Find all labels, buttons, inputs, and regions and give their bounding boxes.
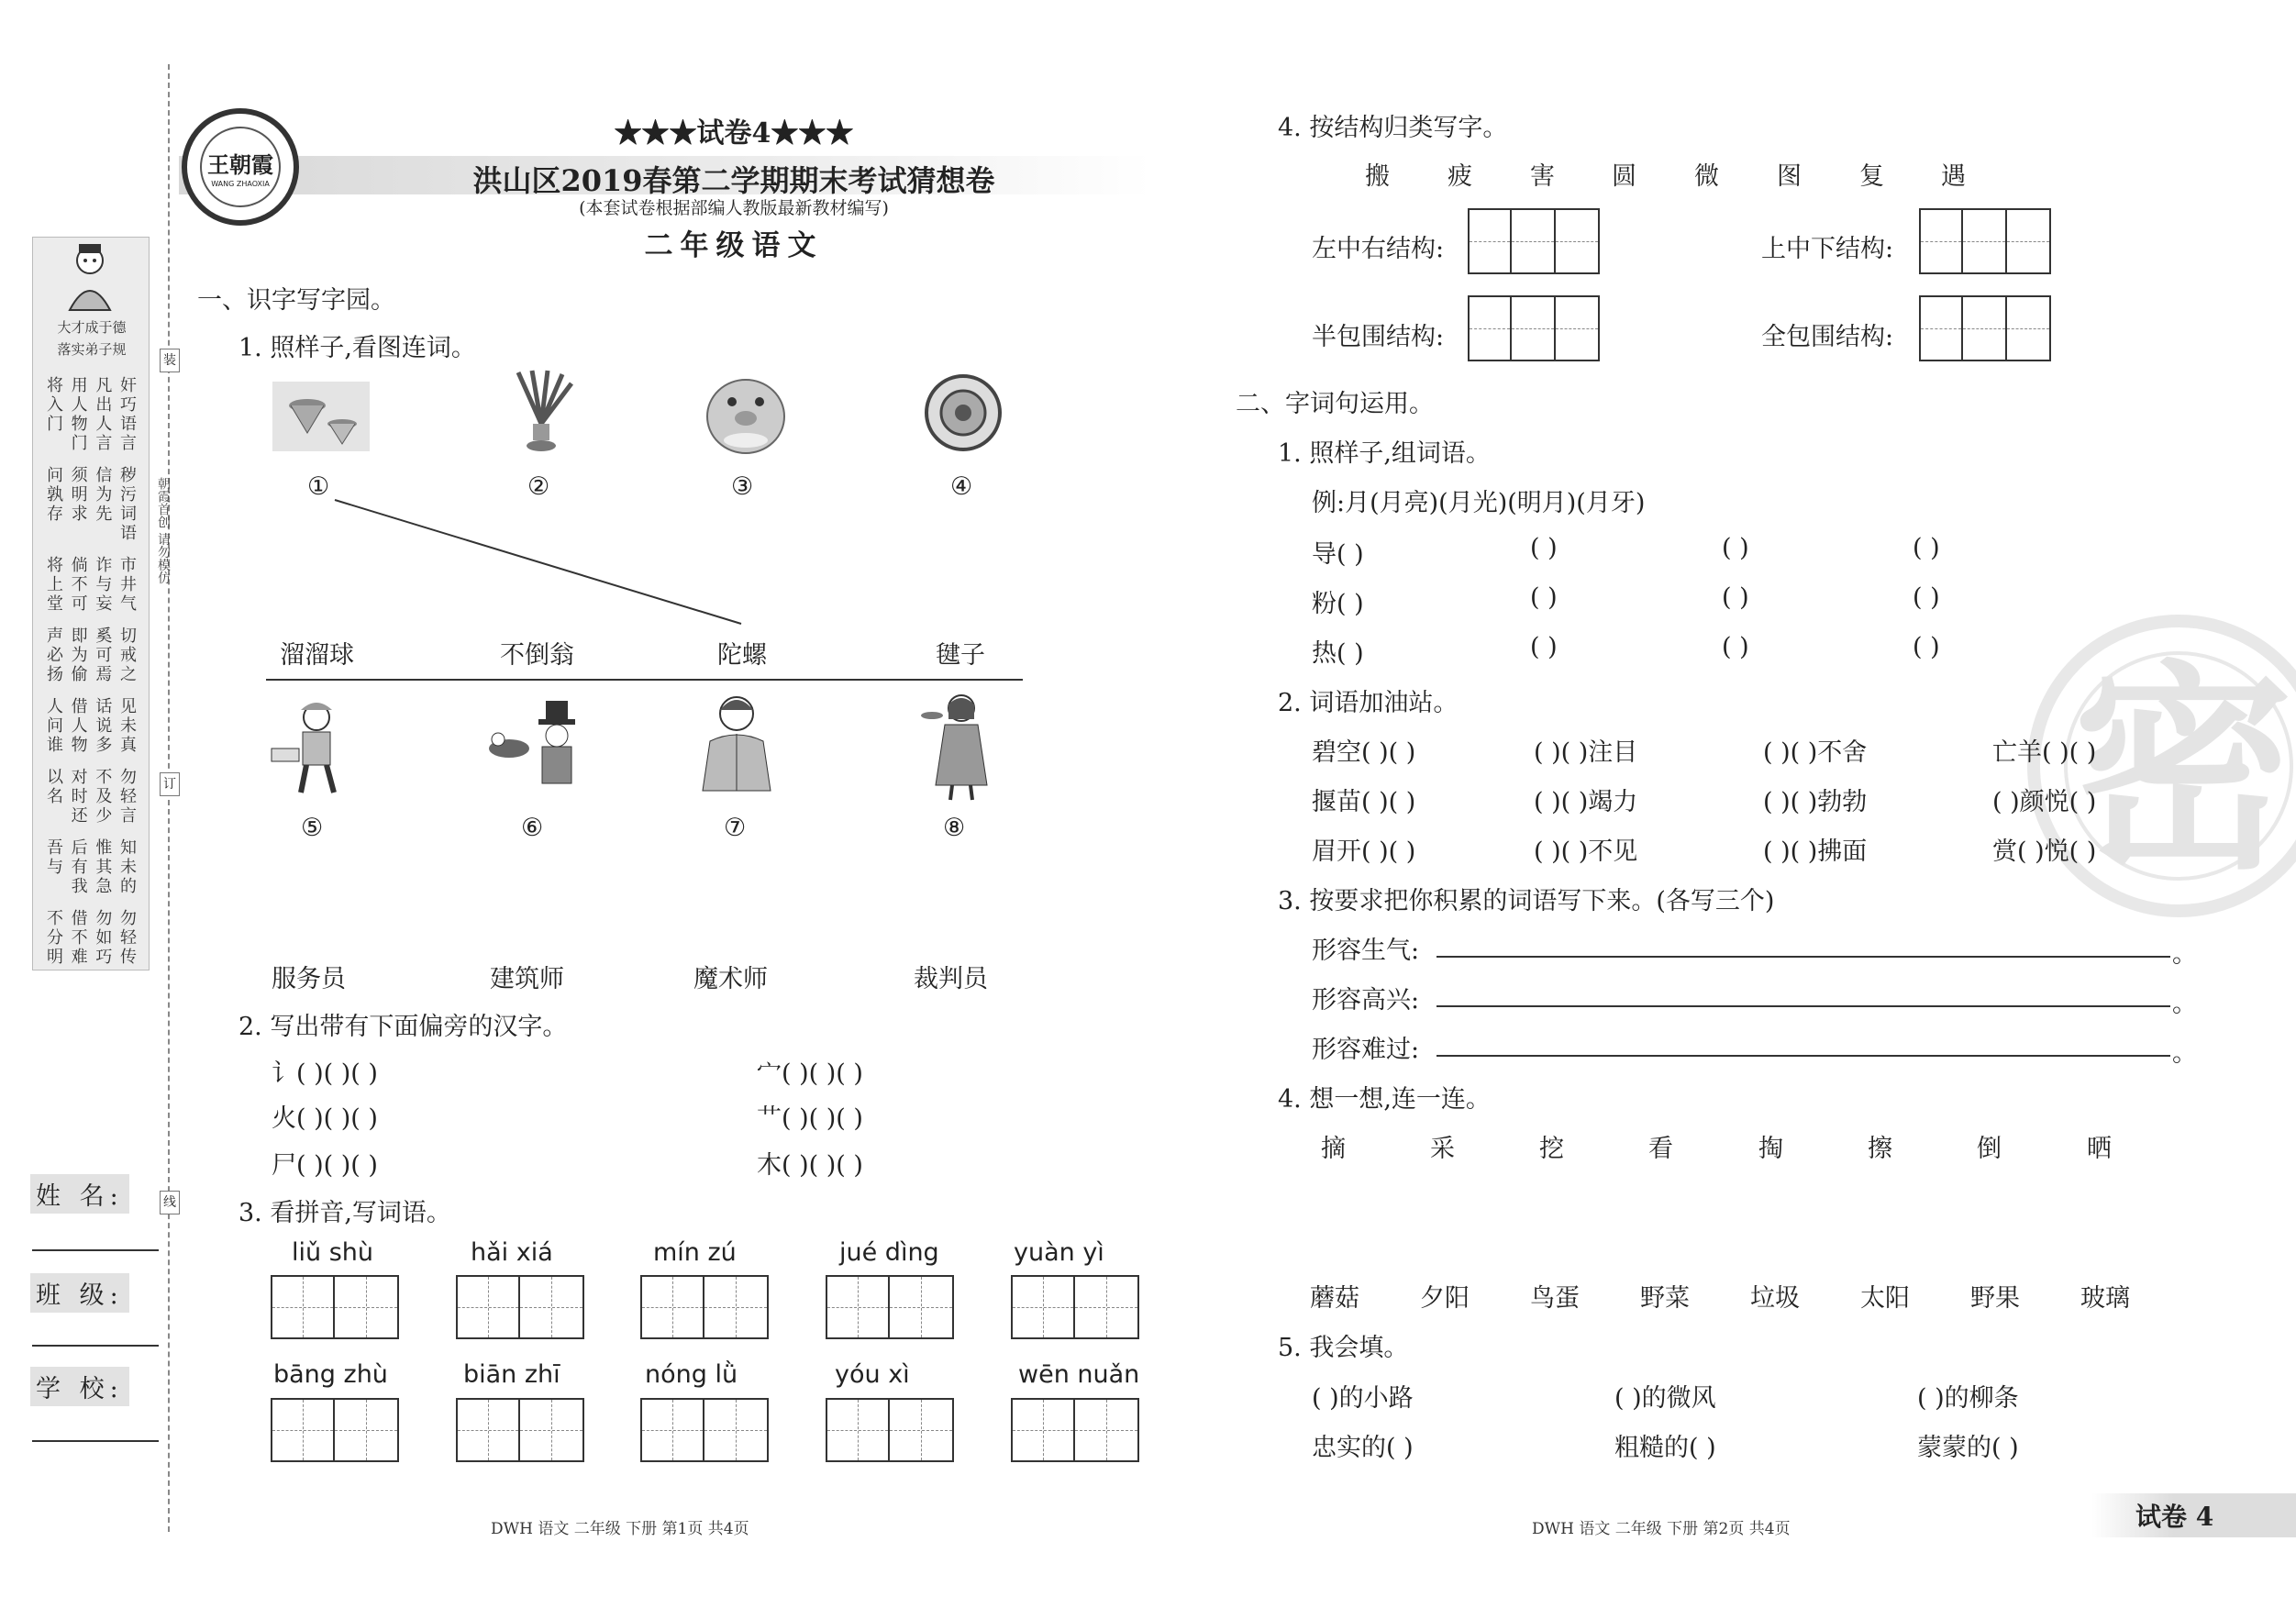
sub-question-1: 1. 照样子,组词语。: [1278, 439, 1491, 468]
poem-group: [44, 466, 136, 543]
fill-phrase[interactable]: 蒙蒙的( ): [1917, 1434, 2019, 1462]
verb-item: 摘: [1321, 1135, 1346, 1163]
char-item: 疲: [1447, 162, 1472, 191]
exam-tab-label: 试卷 4: [2135, 1502, 2214, 1532]
name-label: 姓 名:: [30, 1174, 129, 1214]
radical-row[interactable]: 尸( )( )( ): [272, 1151, 378, 1180]
poem-line: 对时还: [68, 768, 88, 826]
slogan-line: 大才成于德: [57, 319, 127, 336]
poem-line: 话说多: [93, 697, 113, 755]
top-number: ①: [307, 472, 330, 501]
poem-line: 将入门: [44, 376, 63, 434]
verb-item: 掏: [1758, 1135, 1783, 1163]
poem-line: 勿轻传: [116, 909, 137, 967]
pinyin-label: nóng lǜ: [645, 1360, 738, 1389]
char-item: 微: [1694, 162, 1719, 191]
divider: [266, 679, 1023, 681]
char-item: 害: [1530, 162, 1555, 191]
school-label: 学 校:: [30, 1367, 129, 1406]
school-field[interactable]: [32, 1440, 159, 1442]
page-footer: DWH 语文 二年级 下册 第1页 共4页: [491, 1520, 749, 1538]
sidebar-poems: [44, 376, 137, 967]
structure-boxes[interactable]: [1919, 295, 2051, 361]
poem-line: 问孰存: [44, 466, 63, 524]
word-blank[interactable]: 粉( ): [1312, 590, 1364, 618]
poem-group: [44, 768, 136, 826]
top-word: 毽子: [936, 641, 985, 670]
poem-line: 惟其急: [93, 838, 113, 896]
poem-group: [44, 627, 136, 684]
structure-boxes[interactable]: [1468, 208, 1600, 274]
noun-item: 野菜: [1640, 1284, 1690, 1313]
fill-phrase[interactable]: 忠实的( ): [1312, 1434, 1414, 1462]
bottom-number: ⑦: [724, 814, 747, 842]
poem-line: 即为偷: [68, 627, 88, 684]
idiom-blank[interactable]: ( )颜悦( ): [1992, 788, 2097, 816]
poem-line: 不及少: [93, 768, 113, 826]
question-3: 3. 看拼音,写词语。: [238, 1199, 451, 1227]
question-2: 2. 写出带有下面偏旁的汉字。: [238, 1013, 568, 1041]
fill-phrase[interactable]: 粗糙的( ): [1614, 1434, 1716, 1462]
poem-line: 秽污词语: [116, 466, 137, 543]
poem-line: 人问谁: [44, 697, 63, 755]
writing-box-pair[interactable]: [640, 1398, 769, 1462]
poem-group: [44, 376, 136, 453]
poem-line: 知未的: [116, 838, 137, 896]
word-blank[interactable]: ( ): [1722, 583, 1749, 612]
word-blank[interactable]: ( ): [1530, 534, 1558, 562]
poem-line: 将上堂: [44, 556, 63, 614]
page-footer: DWH 语文 二年级 下册 第2页 共4页: [1532, 1520, 1791, 1538]
sub-question-4: 4. 想一想,连一连。: [1278, 1085, 1491, 1114]
top-word: 陀螺: [717, 641, 767, 670]
sidebar-slogan: [37, 316, 147, 360]
top-word: 不倒翁: [500, 641, 574, 670]
poem-line: 声必扬: [44, 627, 63, 684]
builder-picture: [266, 697, 367, 775]
writing-box-pair[interactable]: [271, 1275, 399, 1339]
char-item: 搬: [1365, 162, 1390, 191]
pinyin-label: hǎi xiá: [471, 1238, 553, 1267]
poem-line: 借不难: [68, 909, 88, 967]
bottom-word: 服务员: [272, 965, 346, 993]
sub-question-3: 3. 按要求把你积累的词语写下来。(各写三个): [1278, 887, 1775, 915]
referee-picture: [686, 690, 787, 768]
example-line: 例:月(月亮)(月光)(明月)(月牙): [1312, 489, 1646, 517]
verb-item: 采: [1430, 1135, 1455, 1163]
roly-poly-picture: [695, 367, 796, 445]
word-blank[interactable]: ( ): [1913, 583, 1940, 612]
page-subtitle: (本套试卷根据部编人教版最新教材编写): [579, 198, 889, 218]
poem-group: [44, 838, 136, 896]
question-1: 1. 照样子,看图连词。: [238, 334, 476, 362]
poem-line: 诈与妄: [93, 556, 113, 614]
char-item: 圆: [1612, 162, 1636, 191]
verb-item: 擦: [1868, 1135, 1892, 1163]
fill-phrase[interactable]: ( )的小路: [1312, 1384, 1414, 1413]
idiom-blank[interactable]: ( )( )竭力: [1534, 788, 1638, 816]
sub-question-5: 5. 我会填。: [1278, 1334, 1409, 1362]
idiom-blank[interactable]: 碧空( )( ): [1312, 738, 1416, 767]
poem-line: 勿如巧: [93, 909, 113, 967]
radical-row[interactable]: 木( )( )( ): [757, 1151, 863, 1180]
poem-group: [44, 556, 136, 614]
page-title: 洪山区2019春第二学期期末考试猜想卷: [472, 163, 995, 198]
structure-label: 左中右结构:: [1312, 235, 1445, 263]
char-item: 遇: [1941, 162, 1966, 191]
fold-mark: 线: [160, 1191, 180, 1214]
period-mark: 。: [2172, 940, 2197, 969]
idiom-blank[interactable]: 揠苗( )( ): [1312, 788, 1416, 816]
idiom-blank[interactable]: ( )( )拂面: [1763, 837, 1868, 866]
structure-boxes[interactable]: [1468, 295, 1600, 361]
verb-item: 倒: [1977, 1135, 2002, 1163]
spinning-top-picture: [271, 376, 372, 454]
answer-line[interactable]: [1436, 1005, 2170, 1007]
answer-line[interactable]: [1436, 1055, 2170, 1057]
shuttlecock-picture: [491, 367, 592, 445]
bottom-number: ⑧: [943, 814, 966, 842]
period-mark: 。: [2172, 990, 2197, 1018]
bottom-word: 裁判员: [914, 965, 988, 993]
mascot-figure: [57, 240, 123, 314]
poem-line: 奸巧语言: [116, 376, 137, 453]
radical-row[interactable]: 讠( )( )( ): [272, 1059, 378, 1088]
fill-phrase[interactable]: ( )的柳条: [1917, 1384, 2019, 1413]
word-blank[interactable]: ( ): [1722, 534, 1749, 562]
verb-item: 挖: [1539, 1135, 1564, 1163]
vocab-prompt: 形容高兴:: [1312, 986, 1420, 1015]
seal-mark: 密: [2072, 642, 2293, 899]
writing-box-pair[interactable]: [1011, 1398, 1139, 1462]
top-number: ③: [731, 472, 754, 501]
word-blank[interactable]: ( ): [1530, 583, 1558, 612]
char-item: 图: [1777, 162, 1802, 191]
noun-item: 野果: [1970, 1284, 2020, 1313]
pinyin-label: liǔ shù: [292, 1238, 373, 1267]
word-blank[interactable]: ( ): [1913, 534, 1940, 562]
word-blank[interactable]: 导( ): [1312, 540, 1364, 569]
question-4: 4. 按结构归类写字。: [1278, 114, 1508, 142]
yoyo-picture: [913, 372, 1014, 449]
poem-line: 后有我: [68, 838, 88, 896]
poem-line: 须明求: [68, 466, 88, 524]
top-number: ②: [527, 472, 550, 501]
bottom-number: ⑤: [301, 814, 324, 842]
pinyin-label: jué dìng: [839, 1238, 939, 1267]
structure-boxes[interactable]: [1919, 208, 2051, 274]
poem-group: [44, 697, 136, 755]
word-blank[interactable]: ( ): [1530, 633, 1558, 661]
poem-group: [44, 909, 136, 967]
verb-item: 晒: [2087, 1135, 2112, 1163]
idiom-blank[interactable]: ( )( )注目: [1534, 738, 1638, 767]
bottom-number: ⑥: [521, 814, 544, 842]
noun-item: 夕阳: [1420, 1284, 1470, 1313]
class-field[interactable]: [32, 1345, 159, 1347]
magician-picture: [482, 697, 582, 775]
period-mark: 。: [2172, 1039, 2197, 1068]
pinyin-label: wēn nuǎn: [1018, 1360, 1140, 1389]
fill-phrase[interactable]: ( )的微风: [1614, 1384, 1716, 1413]
pinyin-label: yóu xì: [835, 1360, 910, 1389]
top-number: ④: [950, 472, 973, 501]
poem-line: 借人物: [68, 697, 88, 755]
name-field[interactable]: [32, 1249, 159, 1251]
idiom-blank[interactable]: 亡羊( )( ): [1992, 738, 2097, 767]
top-word: 溜溜球: [280, 641, 354, 670]
pinyin-label: yuàn yì: [1014, 1238, 1104, 1267]
writing-box-pair[interactable]: [826, 1275, 954, 1339]
writing-box-pair[interactable]: [826, 1398, 954, 1462]
fold-mark: 订: [160, 772, 180, 796]
grade-subject: 二年级语文: [644, 229, 824, 262]
class-label: 班 级:: [30, 1273, 129, 1313]
answer-line[interactable]: [1436, 956, 2170, 958]
waitress-picture: [917, 688, 1018, 766]
bottom-word: 建筑师: [490, 965, 564, 993]
sub-question-2: 2. 词语加油站。: [1278, 689, 1459, 717]
idiom-blank[interactable]: ( )( )不舍: [1763, 738, 1868, 767]
writing-box-pair[interactable]: [1011, 1275, 1139, 1339]
noun-item: 太阳: [1860, 1284, 1910, 1313]
poem-line: 信为先: [93, 466, 113, 524]
char-item: 复: [1859, 162, 1884, 191]
pinyin-label: mín zú: [653, 1238, 737, 1267]
idiom-blank[interactable]: ( )( )不见: [1534, 837, 1638, 866]
noun-item: 鸟蛋: [1530, 1284, 1580, 1313]
word-blank[interactable]: ( ): [1913, 633, 1940, 661]
noun-item: 垃圾: [1750, 1284, 1800, 1313]
logo-subtext: WANG ZHAOXIA: [211, 180, 270, 188]
example-connector-line: [330, 495, 752, 633]
structure-label: 全包围结构:: [1761, 323, 1894, 351]
section-2-heading: 二、字词句运用。: [1236, 390, 1434, 418]
writing-box-pair[interactable]: [456, 1275, 584, 1339]
radical-row[interactable]: 宀( )( )( ): [757, 1059, 863, 1088]
poem-line: 凡出人言: [93, 376, 113, 453]
structure-label: 半包围结构:: [1312, 323, 1445, 351]
structure-label: 上中下结构:: [1761, 235, 1894, 263]
radical-row[interactable]: 火( )( )( ): [272, 1104, 378, 1133]
fold-mark: 装: [160, 349, 180, 372]
word-blank[interactable]: 热( ): [1312, 639, 1364, 668]
slogan-line: 落实弟子规: [57, 341, 127, 358]
poem-line: 以名: [44, 768, 63, 806]
noun-item: 蘑菇: [1310, 1284, 1359, 1313]
section-1-heading: 一、识字写字园。: [197, 286, 395, 315]
exam-tag: ★★★试卷4★★★: [614, 117, 854, 150]
poem-line: 吾与: [44, 838, 63, 877]
bottom-word: 魔术师: [693, 965, 768, 993]
poem-line: 用人物门: [68, 376, 88, 453]
word-blank[interactable]: ( ): [1722, 633, 1749, 661]
poem-line: 切戒之: [116, 627, 137, 684]
poem-line: 见未真: [116, 697, 137, 755]
idiom-blank[interactable]: 赏( )悦( ): [1992, 837, 2097, 866]
poem-line: 倘不可: [68, 556, 88, 614]
poem-line: 市井气: [116, 556, 137, 614]
poem-line: 不分明: [44, 909, 63, 967]
radical-row[interactable]: 艹( )( )( ): [757, 1104, 863, 1133]
pinyin-label: biān zhī: [463, 1360, 560, 1389]
pinyin-label: bāng zhù: [273, 1360, 388, 1389]
noun-item: 玻璃: [2080, 1284, 2130, 1313]
verb-item: 看: [1648, 1135, 1673, 1163]
poem-line: 勿轻言: [116, 768, 137, 826]
idiom-blank[interactable]: 眉开( )( ): [1312, 837, 1416, 866]
writing-box-pair[interactable]: [640, 1275, 769, 1339]
idiom-blank[interactable]: ( )( )勃勃: [1763, 788, 1868, 816]
vocab-prompt: 形容难过:: [1312, 1036, 1420, 1064]
writing-box-pair[interactable]: [456, 1398, 584, 1462]
writing-box-pair[interactable]: [271, 1398, 399, 1462]
copyright-note: 朝霞首创 请勿模仿: [156, 477, 171, 584]
binding-line: [168, 64, 170, 1532]
logo-text: 王朝霞: [207, 151, 273, 178]
poem-line: 奚可焉: [93, 627, 113, 684]
vocab-prompt: 形容生气:: [1312, 937, 1420, 965]
